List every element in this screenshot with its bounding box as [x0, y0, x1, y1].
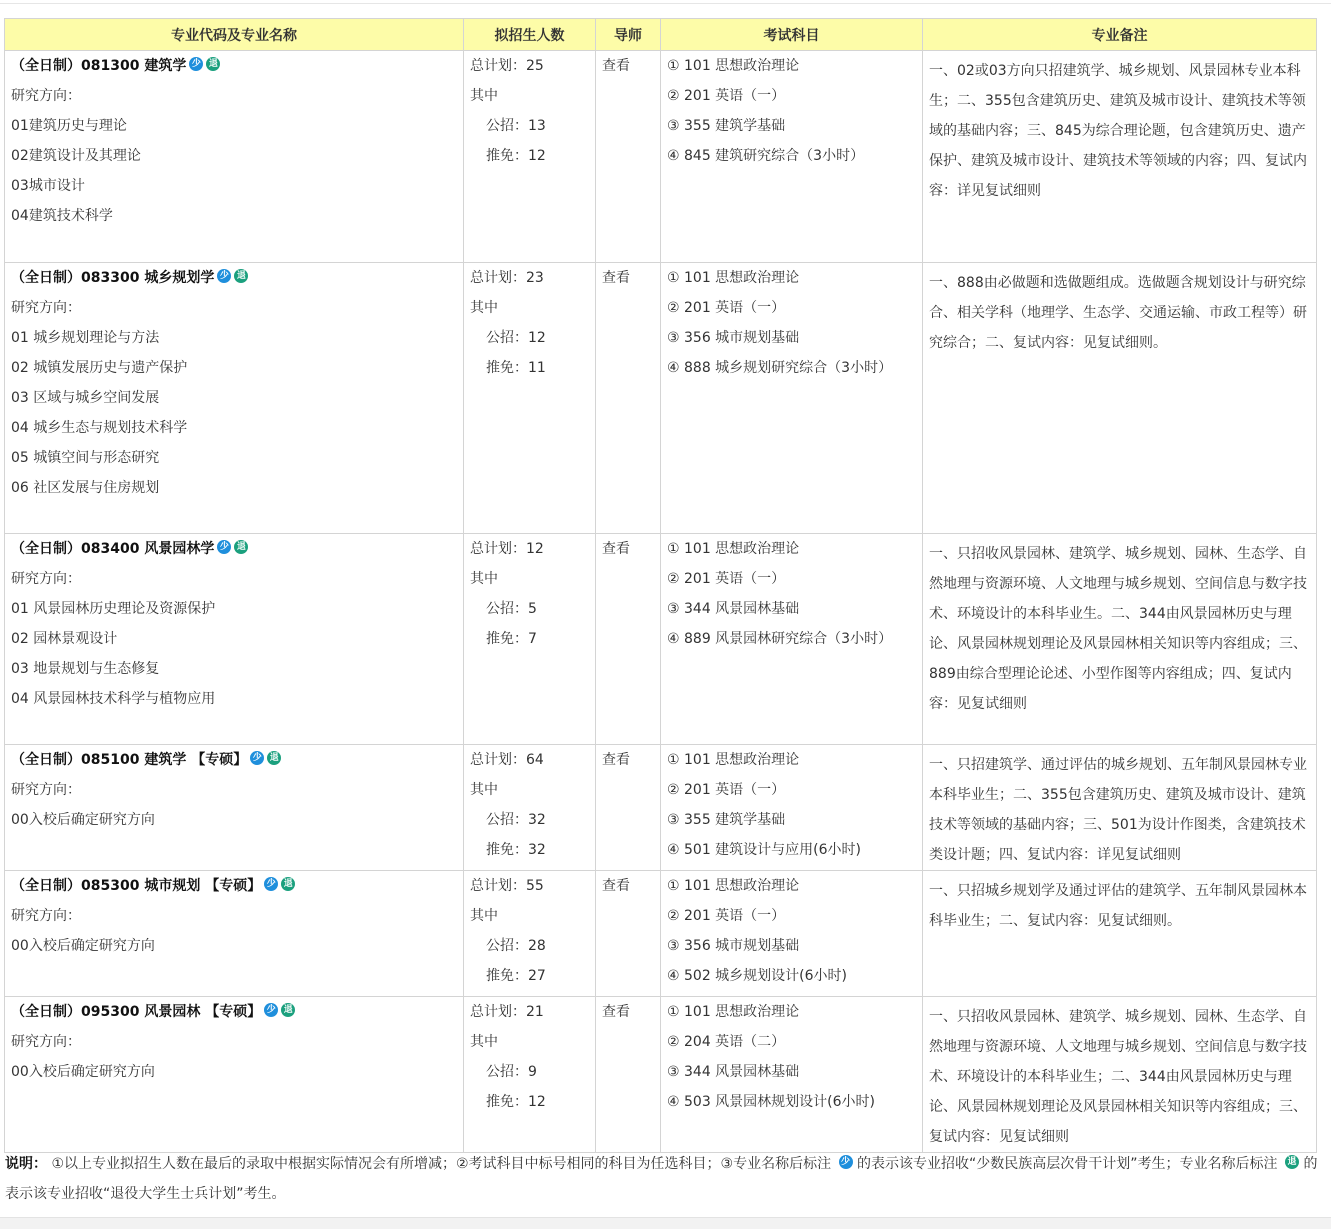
exam-subject: ③ 355 建筑学基础: [667, 118, 786, 134]
subjects-cell: [661, 263, 923, 534]
exam-subject: ③ 355 建筑学基础: [667, 812, 786, 828]
remarks-cell: [923, 534, 1317, 745]
top-divider: [0, 3, 1331, 4]
research-direction-item: 00入校后确定研究方向: [11, 1064, 155, 1080]
research-direction-label: 研究方向：: [11, 908, 81, 924]
veteran-plan-icon: 退: [281, 877, 295, 891]
advisor-link[interactable]: 查看: [602, 270, 630, 286]
quota-total: 总计划：25: [470, 58, 544, 74]
minority-plan-icon: 少: [250, 751, 264, 765]
veteran-plan-icon: 退: [206, 57, 220, 71]
exam-subject: ① 101 思想政治理论: [667, 752, 800, 768]
advisor-cell: [596, 534, 661, 745]
quota-cell: [464, 745, 596, 871]
quota-public: 公招：9: [486, 1064, 537, 1080]
major-name: [11, 876, 457, 906]
quota-exempt: 推免：11: [486, 360, 546, 376]
exam-subject: ③ 344 风景园林基础: [667, 601, 800, 617]
research-direction-label: 研究方向：: [11, 571, 81, 587]
veteran-plan-icon: 退: [234, 269, 248, 283]
research-direction-label: 研究方向：: [11, 88, 81, 104]
major-cell: [5, 534, 464, 745]
advisor-cell: [596, 263, 661, 534]
research-direction-item: 04建筑技术科学: [11, 208, 113, 224]
header-remarks: 专业备注: [923, 19, 1317, 51]
major-name: [11, 56, 457, 86]
quota-total: 总计划：21: [470, 1004, 544, 1020]
research-direction-item: 02 城镇发展历史与遗产保护: [11, 360, 188, 376]
advisor-cell: [596, 997, 661, 1153]
quota-public: 公招：12: [486, 330, 546, 346]
quota-cell: [464, 534, 596, 745]
veteran-plan-icon: 退: [234, 540, 248, 554]
exam-subject: ④ 501 建筑设计与应用(6小时): [667, 842, 862, 858]
admissions-table: [4, 18, 1317, 1153]
research-direction-item: 00入校后确定研究方向: [11, 938, 155, 954]
remarks-cell: [923, 745, 1317, 871]
major-cell: [5, 871, 464, 997]
remarks-text: 一、只招收风景园林、建筑学、城乡规划、园林、生态学、自然地理与资源环境、人文地理与城乡规划、空间信息与数字技术、环境设计的本科毕业生。二、344由风景园林历史与理论、风景园林规划理论及风景园林相关知识等内容组成；三、889由综合型理论论述、小型作图等内容组成；四、复试内容：见复试细则: [929, 546, 1307, 712]
research-direction-item: 00入校后确定研究方向: [11, 812, 155, 828]
quota-total: 总计划：23: [470, 270, 544, 286]
advisor-link[interactable]: 查看: [602, 541, 630, 557]
remarks-cell: [923, 263, 1317, 534]
subjects-cell: [661, 534, 923, 745]
remarks-text: 一、只招建筑学、通过评估的城乡规划、五年制风景园林专业本科毕业生；二、355包含建筑历史、建筑及城市设计、建筑技术等领域的基础内容；三、501为设计作图类，含建筑技术类设计题；四、复试内容：详见复试细则: [929, 757, 1307, 863]
major-name: [11, 268, 457, 298]
quota-exempt: 推免：12: [486, 148, 546, 164]
major-name: [11, 750, 457, 780]
exam-subject: ② 204 英语（二）: [667, 1034, 786, 1050]
major-name-text: （全日制）083300 城乡规划学: [11, 270, 215, 286]
exam-subject: ② 201 英语（一）: [667, 300, 786, 316]
exam-subject: ② 201 英语（一）: [667, 571, 786, 587]
quota-of-which: 其中: [470, 1034, 498, 1050]
research-direction-item: 01建筑历史与理论: [11, 118, 127, 134]
research-direction-item: 02建筑设计及其理论: [11, 148, 141, 164]
research-direction-item: 04 城乡生态与规划技术科学: [11, 420, 188, 436]
exam-subject: ④ 889 风景园林研究综合（3小时）: [667, 631, 893, 647]
quota-cell: [464, 997, 596, 1153]
table-row: [5, 745, 1317, 871]
quota-cell: [464, 263, 596, 534]
advisor-link[interactable]: 查看: [602, 752, 630, 768]
quota-public: 公招：28: [486, 938, 546, 954]
advisor-link[interactable]: 查看: [602, 878, 630, 894]
advisor-cell: [596, 51, 661, 263]
remarks-text: 一、只招收风景园林、建筑学、城乡规划、园林、生态学、自然地理与资源环境、人文地理与城乡规划、空间信息与数字技术、环境设计的本科毕业生；二、344由风景园林历史与理论、风景园林规划理论及风景园林相关知识等内容组成；三、复试内容：见复试细则: [929, 1009, 1307, 1145]
header-quota: 拟招生人数: [464, 19, 596, 51]
table-row: [5, 51, 1317, 263]
major-name: [11, 1002, 457, 1032]
note-text-3: 的表示该专业招收“退役大学生士兵计划”考生。: [5, 1156, 1318, 1202]
major-name-text: （全日制）085100 建筑学 【专硕】: [11, 752, 248, 768]
minority-plan-icon: 少: [264, 877, 278, 891]
research-direction-item: 05 城镇空间与形态研究: [11, 450, 160, 466]
quota-exempt: 推免：7: [486, 631, 537, 647]
remarks-text: 一、只招城乡规划学及通过评估的建筑学、五年制风景园林本科毕业生；二、复试内容：见复试细则。: [929, 883, 1307, 929]
major-cell: [5, 51, 464, 263]
remarks-text: 一、02或03方向只招建筑学、城乡规划、风景园林专业本科生；二、355包含建筑历史、建筑及城市设计、建筑技术等领域的基础内容；三、845为综合理论题，包含建筑历史、遗产保护、建筑及城市设计、建筑技术等领域的内容；四、复试内容：详见复试细则: [929, 63, 1307, 199]
table-row: [5, 871, 1317, 997]
bottom-bar: [0, 1217, 1331, 1229]
header-advisor: 导师: [596, 19, 661, 51]
remarks-text: 一、888由必做题和选做题组成。选做题含规划设计与研究综合、相关学科（地理学、生态学、交通运输、市政工程等）研究综合；二、复试内容：见复试细则。: [929, 275, 1307, 351]
research-direction-item: 01 城乡规划理论与方法: [11, 330, 160, 346]
quota-public: 公招：5: [486, 601, 537, 617]
quota-total: 总计划：55: [470, 878, 544, 894]
advisor-link[interactable]: 查看: [602, 58, 630, 74]
exam-subject: ① 101 思想政治理论: [667, 541, 800, 557]
major-name-text: （全日制）083400 风景园林学: [11, 541, 215, 557]
veteran-plan-icon: 退: [267, 751, 281, 765]
note-text-2: 的表示该专业招收“少数民族高层次骨干计划”考生；专业名称后标注: [857, 1156, 1278, 1172]
quota-of-which: 其中: [470, 782, 498, 798]
veteran-plan-icon: 退: [281, 1003, 295, 1017]
research-direction-label: 研究方向：: [11, 300, 81, 316]
quota-cell: [464, 871, 596, 997]
exam-subject: ① 101 思想政治理论: [667, 1004, 800, 1020]
advisor-cell: [596, 745, 661, 871]
exam-subject: ② 201 英语（一）: [667, 908, 786, 924]
exam-subject: ④ 503 风景园林规划设计(6小时): [667, 1094, 876, 1110]
major-name-text: （全日制）081300 建筑学: [11, 58, 187, 74]
subjects-cell: [661, 997, 923, 1153]
subjects-cell: [661, 51, 923, 263]
research-direction-item: 02 园林景观设计: [11, 631, 118, 647]
minority-plan-icon: 少: [264, 1003, 278, 1017]
table-row: [5, 534, 1317, 745]
quota-of-which: 其中: [470, 571, 498, 587]
quota-of-which: 其中: [470, 300, 498, 316]
explanation-note: [5, 1149, 1325, 1209]
remarks-cell: [923, 871, 1317, 997]
quota-exempt: 推免：12: [486, 1094, 546, 1110]
minority-plan-icon: 少: [217, 269, 231, 283]
major-name: [11, 539, 457, 569]
exam-subject: ③ 356 城市规划基础: [667, 330, 800, 346]
quota-cell: [464, 51, 596, 263]
quota-public: 公招：13: [486, 118, 546, 134]
minority-plan-icon: 少: [217, 540, 231, 554]
quota-of-which: 其中: [470, 88, 498, 104]
exam-subject: ① 101 思想政治理论: [667, 270, 800, 286]
veteran-plan-icon: 退: [1285, 1155, 1299, 1169]
research-direction-item: 03 地景规划与生态修复: [11, 661, 160, 677]
major-name-text: （全日制）085300 城市规划 【专硕】: [11, 878, 262, 894]
exam-subject: ④ 888 城乡规划研究综合（3小时）: [667, 360, 893, 376]
research-direction-item: 03 区域与城乡空间发展: [11, 390, 160, 406]
quota-exempt: 推免：32: [486, 842, 546, 858]
exam-subject: ③ 344 风景园林基础: [667, 1064, 800, 1080]
major-name-text: （全日制）095300 风景园林 【专硕】: [11, 1004, 262, 1020]
research-direction-item: 04 风景园林技术科学与植物应用: [11, 691, 216, 707]
advisor-cell: [596, 871, 661, 997]
quota-of-which: 其中: [470, 908, 498, 924]
advisor-link[interactable]: 查看: [602, 1004, 630, 1020]
note-label: 说明：: [5, 1156, 47, 1172]
major-cell: [5, 745, 464, 871]
exam-subject: ② 201 英语（一）: [667, 88, 786, 104]
research-direction-label: 研究方向：: [11, 782, 81, 798]
exam-subject: ② 201 英语（一）: [667, 782, 786, 798]
exam-subject: ① 101 思想政治理论: [667, 878, 800, 894]
major-cell: [5, 997, 464, 1153]
quota-total: 总计划：12: [470, 541, 544, 557]
subjects-cell: [661, 745, 923, 871]
major-cell: [5, 263, 464, 534]
table-row: [5, 997, 1317, 1153]
remarks-cell: [923, 997, 1317, 1153]
table-row: [5, 263, 1317, 534]
header-major: 专业代码及专业名称: [5, 19, 464, 51]
research-direction-item: 03城市设计: [11, 178, 85, 194]
table-header-row: [5, 19, 1317, 51]
research-direction-label: 研究方向：: [11, 1034, 81, 1050]
header-subjects: 考试科目: [661, 19, 923, 51]
remarks-cell: [923, 51, 1317, 263]
minority-plan-icon: 少: [839, 1155, 853, 1169]
note-text-1: ①以上专业拟招生人数在最后的录取中根据实际情况会有所增减；②考试科目中标号相同的科目为任选科目；③专业名称后标注: [51, 1156, 832, 1172]
research-direction-item: 01 风景园林历史理论及资源保护: [11, 601, 216, 617]
exam-subject: ④ 502 城乡规划设计(6小时): [667, 968, 848, 984]
research-direction-item: 06 社区发展与住房规划: [11, 480, 160, 496]
exam-subject: ④ 845 建筑研究综合（3小时）: [667, 148, 865, 164]
quota-exempt: 推免：27: [486, 968, 546, 984]
exam-subject: ③ 356 城市规划基础: [667, 938, 800, 954]
quota-public: 公招：32: [486, 812, 546, 828]
minority-plan-icon: 少: [189, 57, 203, 71]
subjects-cell: [661, 871, 923, 997]
quota-total: 总计划：64: [470, 752, 544, 768]
exam-subject: ① 101 思想政治理论: [667, 58, 800, 74]
